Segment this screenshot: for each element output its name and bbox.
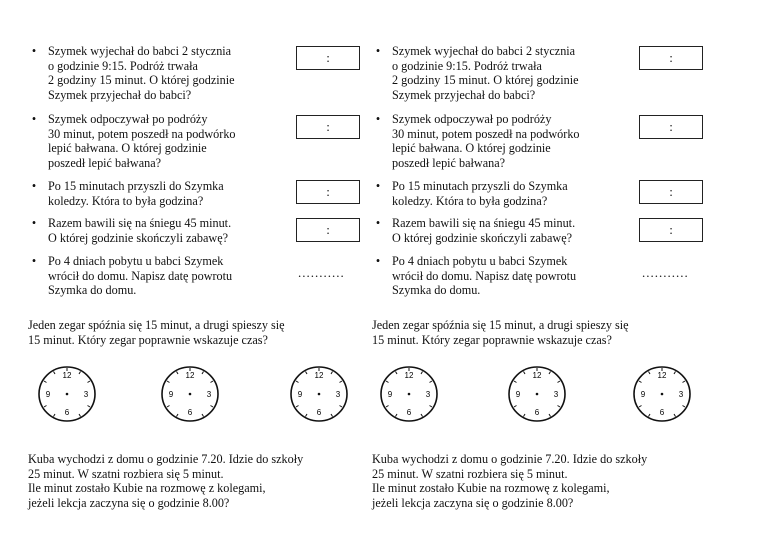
task-line: Razem bawili się na śniegu 45 minut. bbox=[48, 216, 232, 230]
task-line: Po 4 dniach pobytu u babci Szymek bbox=[392, 254, 568, 268]
clock-face-3[interactable] bbox=[631, 364, 693, 424]
clock-number-9: 9 bbox=[387, 390, 393, 399]
time-answer-box[interactable]: : bbox=[296, 46, 360, 70]
task-text bbox=[392, 254, 632, 298]
question-line: Jeden zegar spóźnia się 15 minut, a drugi spieszy się bbox=[28, 318, 285, 332]
clock-face-2[interactable] bbox=[159, 364, 221, 424]
clock-number-12: 12 bbox=[404, 371, 414, 380]
clock-number-6: 6 bbox=[659, 408, 665, 417]
task-line: 2 godziny 15 minut. O której godzinie bbox=[48, 73, 235, 88]
clock-number-12: 12 bbox=[62, 371, 72, 380]
bullet: • bbox=[375, 44, 381, 58]
clock-icon bbox=[506, 364, 568, 424]
task-line: 30 minut, potem poszedł na podwórko bbox=[48, 126, 236, 141]
question-line: 15 minut. Który zegar poprawnie wskazuje czas? bbox=[28, 332, 268, 347]
question-line: Jeden zegar spóźnia się 15 minut, a drugi spieszy się bbox=[372, 318, 629, 332]
task-line: koledzy. Która to była godzina? bbox=[48, 193, 204, 208]
task-text bbox=[48, 44, 288, 102]
bullet: • bbox=[31, 216, 37, 230]
final-question bbox=[372, 452, 712, 510]
question-line: Kuba wychodzi z domu o godzinie 7.20. Idzie do szkoły bbox=[28, 452, 304, 466]
clock-face-1[interactable] bbox=[36, 364, 98, 424]
question-line: 25 minut. W szatni rozbiera się 5 minut. bbox=[28, 466, 224, 481]
clock-number-3: 3 bbox=[425, 390, 431, 399]
bullet: • bbox=[375, 254, 381, 268]
task-text bbox=[48, 112, 288, 170]
task-text bbox=[392, 179, 632, 208]
clock-number-9: 9 bbox=[640, 390, 646, 399]
bullet: • bbox=[375, 112, 381, 126]
question-line: jeżeli lekcja zaczyna się o godzinie 8.00? bbox=[28, 495, 230, 510]
clock-icon bbox=[288, 364, 350, 424]
task-line: Szymek przyjechał do babci? bbox=[48, 87, 192, 102]
time-answer-box[interactable]: : bbox=[296, 218, 360, 242]
task-line: Szymka do domu. bbox=[48, 283, 137, 298]
task-line: wrócił do domu. Napisz datę powrotu bbox=[48, 268, 233, 283]
task-line: Szymek odpoczywał po podróży bbox=[392, 112, 552, 126]
clock-icon bbox=[378, 364, 440, 424]
task-text bbox=[48, 254, 288, 298]
time-answer-box[interactable]: : bbox=[639, 46, 703, 70]
task-line: Razem bawili się na śniegu 45 minut. bbox=[392, 216, 576, 230]
worksheet-copy-left bbox=[28, 0, 368, 543]
task-line: poszedł lepić bałwana? bbox=[48, 155, 162, 170]
clock-number-12: 12 bbox=[314, 371, 324, 380]
clock-number-9: 9 bbox=[297, 390, 303, 399]
clock-number-6: 6 bbox=[316, 408, 322, 417]
question-line: Kuba wychodzi z domu o godzinie 7.20. Idzie do szkoły bbox=[372, 452, 648, 466]
clock-icon bbox=[36, 364, 98, 424]
clock-number-6: 6 bbox=[64, 408, 70, 417]
clock-number-9: 9 bbox=[515, 390, 521, 399]
clock-face-1[interactable] bbox=[378, 364, 440, 424]
clock-number-6: 6 bbox=[406, 408, 412, 417]
task-line: O której godzinie skończyli zabawę? bbox=[48, 230, 229, 245]
clock-number-3: 3 bbox=[678, 390, 684, 399]
task-text bbox=[48, 216, 288, 245]
task-line: Po 15 minutach przyszli do Szymka bbox=[392, 179, 568, 193]
task-line: 2 godziny 15 minut. O której godzinie bbox=[392, 73, 579, 88]
clock-question bbox=[372, 318, 712, 347]
clock-number-12: 12 bbox=[657, 371, 667, 380]
bullet: • bbox=[375, 216, 381, 230]
clock-number-3: 3 bbox=[335, 390, 341, 399]
time-answer-box[interactable]: : bbox=[639, 180, 703, 204]
question-line: jeżeli lekcja zaczyna się o godzinie 8.00? bbox=[372, 495, 574, 510]
date-answer-dots[interactable]: ........... bbox=[298, 265, 345, 280]
task-line: o godzinie 9:15. Podróż trwała bbox=[392, 58, 542, 73]
clock-number-12: 12 bbox=[532, 371, 542, 380]
final-question bbox=[28, 452, 368, 510]
task-line: Szymek wyjechał do babci 2 stycznia bbox=[392, 44, 576, 58]
bullet: • bbox=[31, 179, 37, 193]
task-line: lepić bałwana. O której godzinie bbox=[48, 141, 207, 156]
task-line: poszedł lepić bałwana? bbox=[392, 155, 506, 170]
clock-question bbox=[28, 318, 368, 347]
task-text bbox=[392, 216, 632, 245]
task-line: Szymka do domu. bbox=[392, 283, 481, 298]
clock-icon bbox=[631, 364, 693, 424]
bullet: • bbox=[31, 112, 37, 126]
bullet: • bbox=[375, 179, 381, 193]
question-line: 15 minut. Który zegar poprawnie wskazuje czas? bbox=[372, 332, 612, 347]
bullet: • bbox=[31, 254, 37, 268]
clock-icon bbox=[159, 364, 221, 424]
clock-face-2[interactable] bbox=[506, 364, 568, 424]
task-line: o godzinie 9:15. Podróż trwała bbox=[48, 58, 198, 73]
worksheet-copy-right bbox=[372, 0, 712, 543]
task-line: Szymek odpoczywał po podróży bbox=[48, 112, 208, 126]
question-line: Ile minut zostało Kubie na rozmowę z kolegami, bbox=[372, 481, 610, 496]
task-line: Szymek przyjechał do babci? bbox=[392, 87, 536, 102]
clock-number-3: 3 bbox=[206, 390, 212, 399]
task-text bbox=[392, 112, 632, 170]
date-answer-dots[interactable]: ........... bbox=[642, 265, 689, 280]
task-text bbox=[392, 44, 632, 102]
question-line: 25 minut. W szatni rozbiera się 5 minut. bbox=[372, 466, 568, 481]
task-line: lepić bałwana. O której godzinie bbox=[392, 141, 551, 156]
clock-number-3: 3 bbox=[83, 390, 89, 399]
clock-face-3[interactable] bbox=[288, 364, 350, 424]
time-answer-box[interactable]: : bbox=[639, 115, 703, 139]
task-line: koledzy. Która to była godzina? bbox=[392, 193, 548, 208]
clock-number-12: 12 bbox=[185, 371, 195, 380]
task-line: O której godzinie skończyli zabawę? bbox=[392, 230, 573, 245]
time-answer-box[interactable]: : bbox=[296, 115, 360, 139]
bullet: • bbox=[31, 44, 37, 58]
task-text bbox=[48, 179, 288, 208]
clock-number-3: 3 bbox=[553, 390, 559, 399]
clock-number-9: 9 bbox=[45, 390, 51, 399]
time-answer-box[interactable]: : bbox=[296, 180, 360, 204]
task-line: 30 minut, potem poszedł na podwórko bbox=[392, 126, 580, 141]
clock-number-6: 6 bbox=[187, 408, 193, 417]
clock-number-9: 9 bbox=[168, 390, 174, 399]
task-line: Szymek wyjechał do babci 2 stycznia bbox=[48, 44, 232, 58]
question-line: Ile minut zostało Kubie na rozmowę z kolegami, bbox=[28, 481, 266, 496]
clock-number-6: 6 bbox=[534, 408, 540, 417]
task-line: wrócił do domu. Napisz datę powrotu bbox=[392, 268, 577, 283]
time-answer-box[interactable]: : bbox=[639, 218, 703, 242]
task-line: Po 15 minutach przyszli do Szymka bbox=[48, 179, 224, 193]
task-line: Po 4 dniach pobytu u babci Szymek bbox=[48, 254, 224, 268]
